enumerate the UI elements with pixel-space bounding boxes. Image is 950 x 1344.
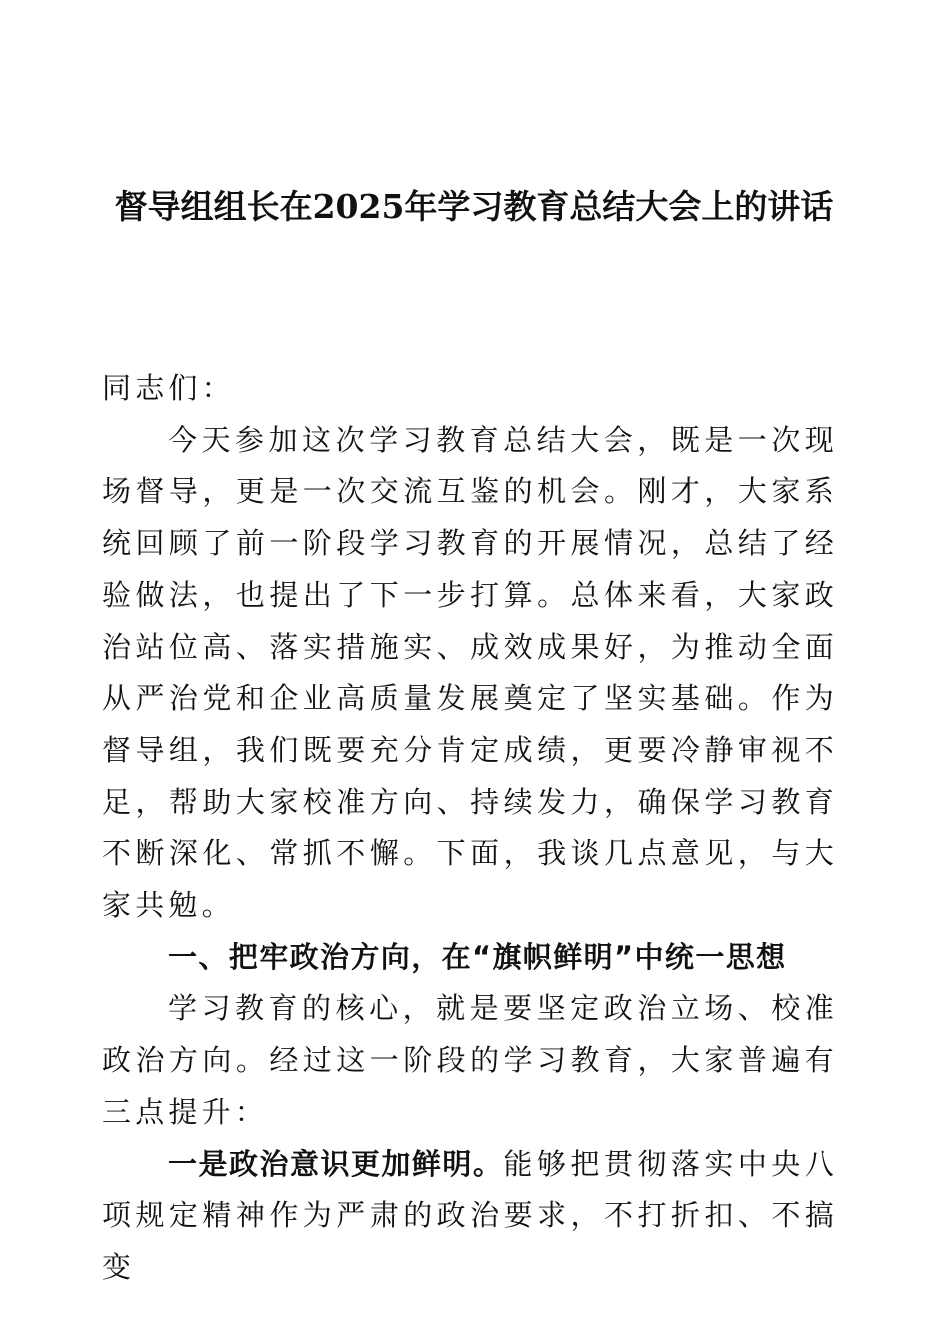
section-heading-1: 一、把牢政治方向，在“旗帜鲜明”中统一思想 bbox=[168, 939, 787, 974]
point-1-lead: 一是政治意识更加鲜明。 bbox=[168, 1146, 504, 1181]
paragraph-section-1-intro: 学习教育的核心，就是要坚定政治立场、校准政治方向。经过这一阶段的学习教育，大家普遍有三点提升： bbox=[102, 991, 838, 1129]
point-1-text: 能够把贯彻落实中央八项规定精神作为严肃的政治要求，不打折扣、不搞变 bbox=[102, 1146, 838, 1284]
paragraph-point-1 bbox=[102, 1139, 838, 1294]
salutation: 同志们： bbox=[102, 371, 235, 405]
document-body bbox=[102, 363, 838, 1294]
paragraph-opening: 今天参加这次学习教育总结大会，既是一次现场督导，更是一次交流互鉴的机会。刚才，大家系统回顾了前一阶段学习教育的开展情况，总结了经验做法，也提出了下一步打算。总体来看，大家政治站位高、落实措施实、成效成果好，为推动全面从严治党和企业高质量发展奠定了坚实基础。作为督导组，我们既要充分肯定成绩，更要冷静审视不足，帮助大家校准方向、持续发力，确保学习教育不断深化、常抓不懈。下面，我谈几点意见，与大家共勉。 bbox=[102, 422, 838, 923]
document-title: 督导组组长在2025年学习教育总结大会上的讲话 bbox=[114, 187, 834, 226]
